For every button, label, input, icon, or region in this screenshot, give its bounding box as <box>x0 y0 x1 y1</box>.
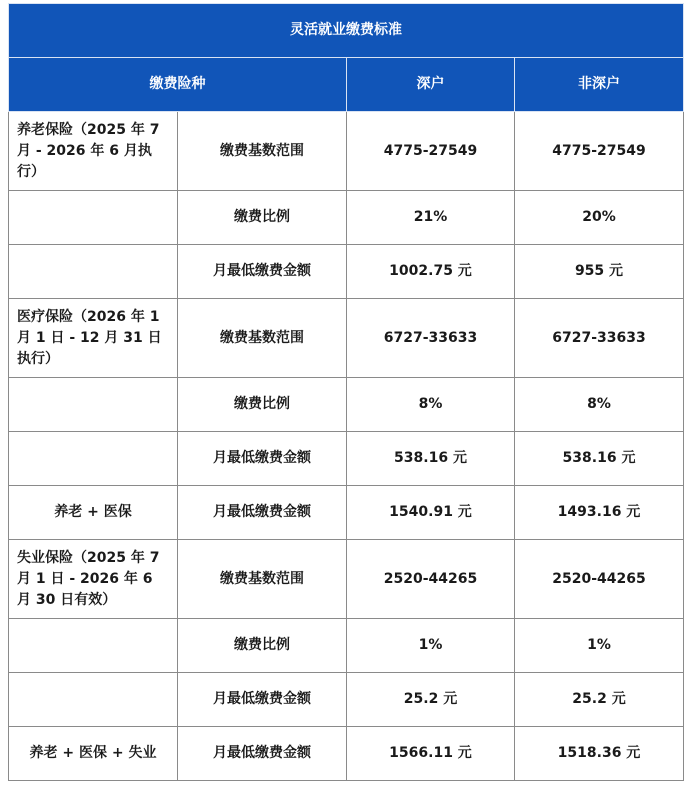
item-label: 缴费比例 <box>178 191 347 245</box>
item-label: 缴费基数范围 <box>178 540 347 619</box>
insurance-group <box>9 619 178 673</box>
table-row <box>9 112 684 191</box>
value-non-shenzhen: 20% <box>515 191 684 245</box>
insurance-group: 养老 + 医保 <box>9 486 178 540</box>
item-label: 缴费基数范围 <box>178 112 347 191</box>
header-shenzhen-hukou: 深户 <box>347 58 515 112</box>
value-shenzhen: 25.2 元 <box>347 673 515 727</box>
value-shenzhen: 1002.75 元 <box>347 245 515 299</box>
value-non-shenzhen: 1493.16 元 <box>515 486 684 540</box>
value-non-shenzhen: 955 元 <box>515 245 684 299</box>
table-row <box>9 486 684 540</box>
value-non-shenzhen: 4775-27549 <box>515 112 684 191</box>
table-row <box>9 432 684 486</box>
value-non-shenzhen: 25.2 元 <box>515 673 684 727</box>
value-non-shenzhen: 8% <box>515 378 684 432</box>
value-non-shenzhen: 6727-33633 <box>515 299 684 378</box>
value-non-shenzhen: 1518.36 元 <box>515 727 684 781</box>
value-shenzhen: 8% <box>347 378 515 432</box>
value-shenzhen: 2520-44265 <box>347 540 515 619</box>
value-shenzhen: 6727-33633 <box>347 299 515 378</box>
value-shenzhen: 1% <box>347 619 515 673</box>
table-row <box>9 727 684 781</box>
table-row <box>9 378 684 432</box>
item-label: 月最低缴费金额 <box>178 486 347 540</box>
insurance-group <box>9 432 178 486</box>
item-label: 月最低缴费金额 <box>178 727 347 781</box>
value-shenzhen: 1540.91 元 <box>347 486 515 540</box>
item-label: 月最低缴费金额 <box>178 245 347 299</box>
insurance-group: 养老保险（2025 年 7 月 - 2026 年 6 月执行） <box>9 112 178 191</box>
value-shenzhen: 21% <box>347 191 515 245</box>
table-title: 灵活就业缴费标准 <box>9 4 684 58</box>
contribution-table <box>8 3 684 781</box>
header-row <box>9 58 684 112</box>
insurance-group <box>9 673 178 727</box>
table-row <box>9 299 684 378</box>
item-label: 月最低缴费金额 <box>178 673 347 727</box>
item-label: 月最低缴费金额 <box>178 432 347 486</box>
title-row <box>9 4 684 58</box>
value-shenzhen: 538.16 元 <box>347 432 515 486</box>
header-type: 缴费险种 <box>9 58 347 112</box>
item-label: 缴费基数范围 <box>178 299 347 378</box>
item-label: 缴费比例 <box>178 378 347 432</box>
header-non-shenzhen-hukou: 非深户 <box>515 58 684 112</box>
table-row <box>9 245 684 299</box>
value-shenzhen: 4775-27549 <box>347 112 515 191</box>
table-row <box>9 540 684 619</box>
insurance-group: 医疗保险（2026 年 1 月 1 日 - 12 月 31 日执行） <box>9 299 178 378</box>
table-row <box>9 673 684 727</box>
value-non-shenzhen: 538.16 元 <box>515 432 684 486</box>
insurance-group: 养老 + 医保 + 失业 <box>9 727 178 781</box>
item-label: 缴费比例 <box>178 619 347 673</box>
value-shenzhen: 1566.11 元 <box>347 727 515 781</box>
insurance-group: 失业保险（2025 年 7 月 1 日 - 2026 年 6 月 30 日有效） <box>9 540 178 619</box>
value-non-shenzhen: 1% <box>515 619 684 673</box>
value-non-shenzhen: 2520-44265 <box>515 540 684 619</box>
table-row <box>9 191 684 245</box>
table-row <box>9 619 684 673</box>
insurance-group <box>9 245 178 299</box>
insurance-group <box>9 191 178 245</box>
insurance-group <box>9 378 178 432</box>
